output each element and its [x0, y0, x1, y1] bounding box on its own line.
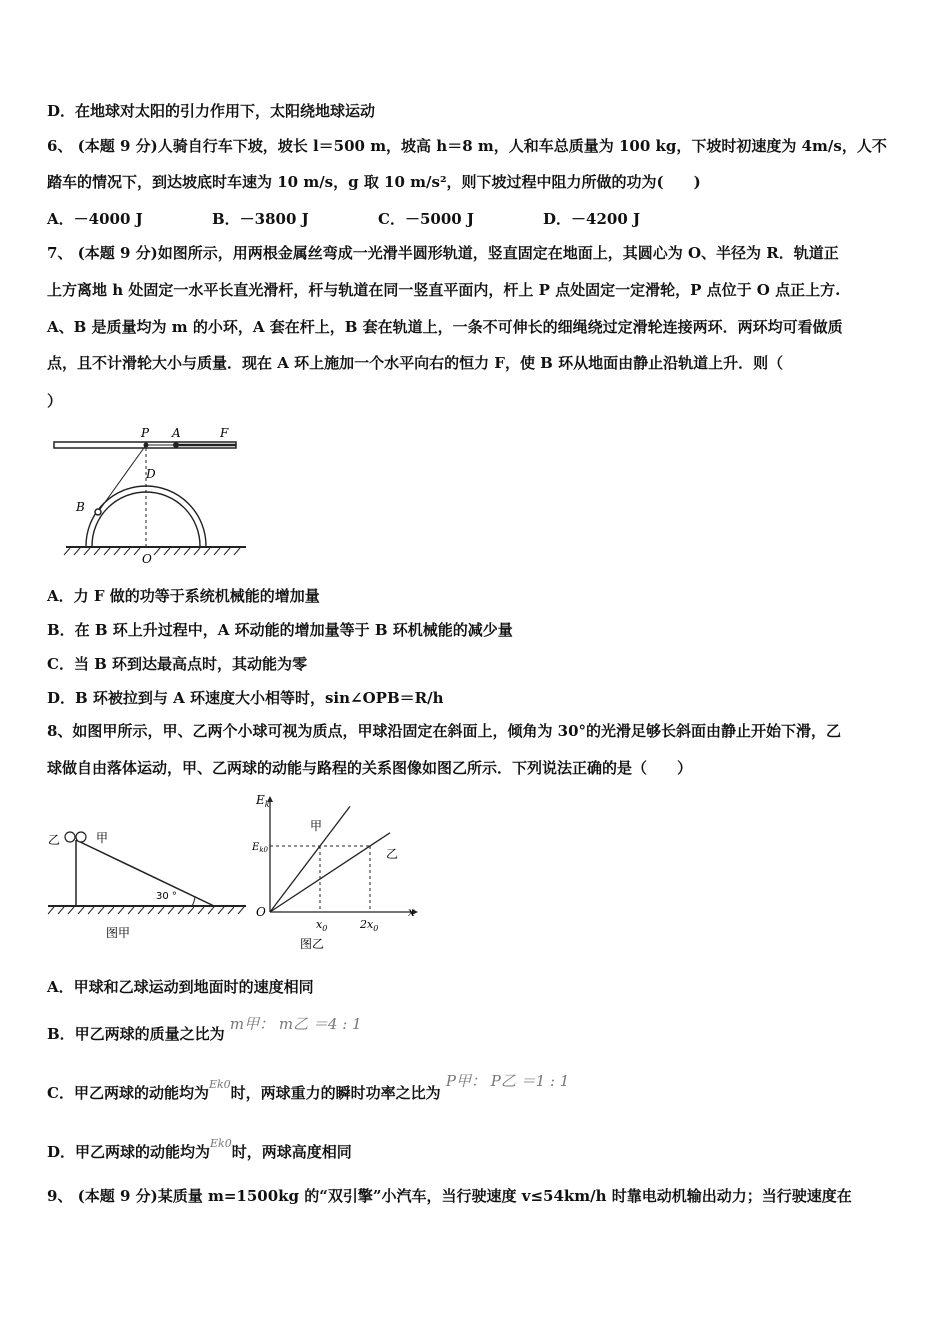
series-label-jia: 甲	[310, 819, 323, 833]
x0-tick-label: $x_0$	[316, 918, 328, 933]
ek0-tick-label: $E_{k0}$	[252, 842, 269, 854]
ball-yi	[65, 832, 75, 842]
x-axis-label: x	[408, 905, 415, 919]
label-b: B	[76, 500, 85, 514]
ground-hatch	[64, 548, 240, 555]
q7-option-d: D．B 环被拉到与 A 环速度大小相等时，sin∠OPB＝R/h	[47, 689, 444, 707]
q6-text-line1: 6、 (本题 9 分)人骑自行车下坡，坡长 l＝500 m，坡高 h＝8 m，人和车总质量为 100 kg，下坡时初速度为 4m/s，人不	[47, 137, 887, 155]
label-o: O	[142, 552, 152, 564]
q7-text-line1: 7、 (本题 9 分)如图所示，用两根金属丝弯成一光滑半圆形轨道，竖直固定在地面上，其圆心为 O、半径为 R．轨道正	[47, 244, 839, 262]
q7-figure	[50, 422, 250, 564]
q8-option-c-math: P甲： P乙 ＝1 : 1	[445, 1072, 570, 1090]
q6-text-line2: 踏车的情况下，到达坡底时车速为 10 m/s，g 取 10 m/s²，则下坡过程中阻力所做的功为( )	[47, 173, 701, 191]
y-axis-label: $E_k$	[256, 793, 270, 809]
q8-option-c-ek0: Ek0	[208, 1078, 231, 1091]
q6-option-d: D．－4200 J	[543, 210, 641, 228]
q9-text-line1: 9、 (本题 9 分)某质量 m=1500kg 的“双引擎”小汽车，当行驶速度 v≤54km/h 时靠电动机输出动力；当行驶速度在	[47, 1187, 852, 1205]
q8-option-d	[47, 1137, 352, 1162]
q8-option-b-text: B．甲乙两球的质量之比为	[47, 1025, 225, 1043]
q8-option-d-post: 时，两球高度相同	[231, 1143, 352, 1161]
q6-option-c: C．－5000 J	[378, 210, 475, 228]
fig-a-angle: 30 °	[156, 891, 177, 902]
q7-text-line3: A、B 是质量均为 m 的小环，A 套在杆上，B 套在轨道上，一条不可伸长的细绳绕过定滑轮连接两环．两环均可看做质	[47, 318, 843, 336]
q7-option-a: A．力 F 做的功等于系统机械能的增加量	[47, 587, 320, 605]
fig-a-caption: 图甲	[106, 926, 131, 940]
ring-b	[95, 509, 101, 515]
q8-option-c-text: C．甲乙两球的动能均为	[47, 1084, 209, 1102]
q8-text-line1: 8、如图甲所示，甲、乙两个小球可视为质点，甲球沿固定在斜面上，倾角为 30°的光滑足够长斜面由静止开始下滑，乙	[47, 722, 842, 740]
fig-a-incline	[76, 840, 214, 906]
q6-option-a: A．－4000 J	[47, 210, 143, 228]
fig-a-label-yi: 乙	[48, 833, 61, 847]
angle-arc	[192, 896, 195, 906]
q8-text-line2: 球做自由落体运动，甲、乙两球的动能与路程的关系图像如图乙所示．下列说法正确的是（ ）	[47, 759, 693, 777]
fig-a-ground-hatch	[48, 907, 244, 914]
x2-tick-label: $2x_0$	[360, 918, 379, 933]
q7-text-line2: 上方离地 h 处固定一水平长直光滑杆，杆与轨道在同一竖直平面内，杆上 P 点处固定一定滑轮，P 点位于 O 点正上方.	[47, 281, 841, 299]
q8-option-c	[47, 1072, 570, 1103]
q8-option-b-math: m甲： m乙 ＝4 : 1	[229, 1015, 362, 1033]
label-d: D	[146, 467, 156, 481]
q7-text-line4: 点，且不计滑轮大小与质量．现在 A 环上施加一个水平向右的恒力 F，使 B 环从地面由静止沿轨道上升．则（	[47, 354, 784, 372]
fig-b-caption: 图乙	[300, 937, 325, 951]
series-label-yi: 乙	[386, 847, 399, 861]
ball-jia	[76, 832, 86, 842]
q7-option-b: B．在 B 环上升过程中，A 环动能的增加量等于 B 环机械能的减少量	[47, 621, 513, 639]
q8-option-b	[47, 1015, 362, 1044]
q7-option-c: C．当 B 环到达最高点时，其动能为零	[47, 655, 308, 673]
q8-figure-a	[44, 822, 250, 948]
q8-option-d-text: D．甲乙两球的动能均为	[47, 1143, 211, 1161]
series-line-yi	[270, 833, 390, 912]
q7-text-line5: ）	[47, 392, 63, 410]
fig-a-label-jia: 甲	[96, 831, 109, 845]
q8-option-a: A．甲球和乙球运动到地面时的速度相同	[47, 978, 314, 996]
origin-label: O	[256, 905, 266, 919]
label-f: F	[220, 426, 229, 440]
q6-option-b: B．－3800 J	[212, 210, 309, 228]
label-a: A	[172, 426, 181, 440]
q8-figure-b	[252, 788, 424, 956]
label-p: P	[141, 426, 150, 440]
q8-option-d-ek0: Ek0	[210, 1137, 232, 1150]
q8-option-c-mid: 时，两球重力的瞬时功率之比为	[230, 1084, 441, 1102]
q5-option-d: D．在地球对太阳的引力作用下，太阳绕地球运动	[47, 102, 376, 120]
